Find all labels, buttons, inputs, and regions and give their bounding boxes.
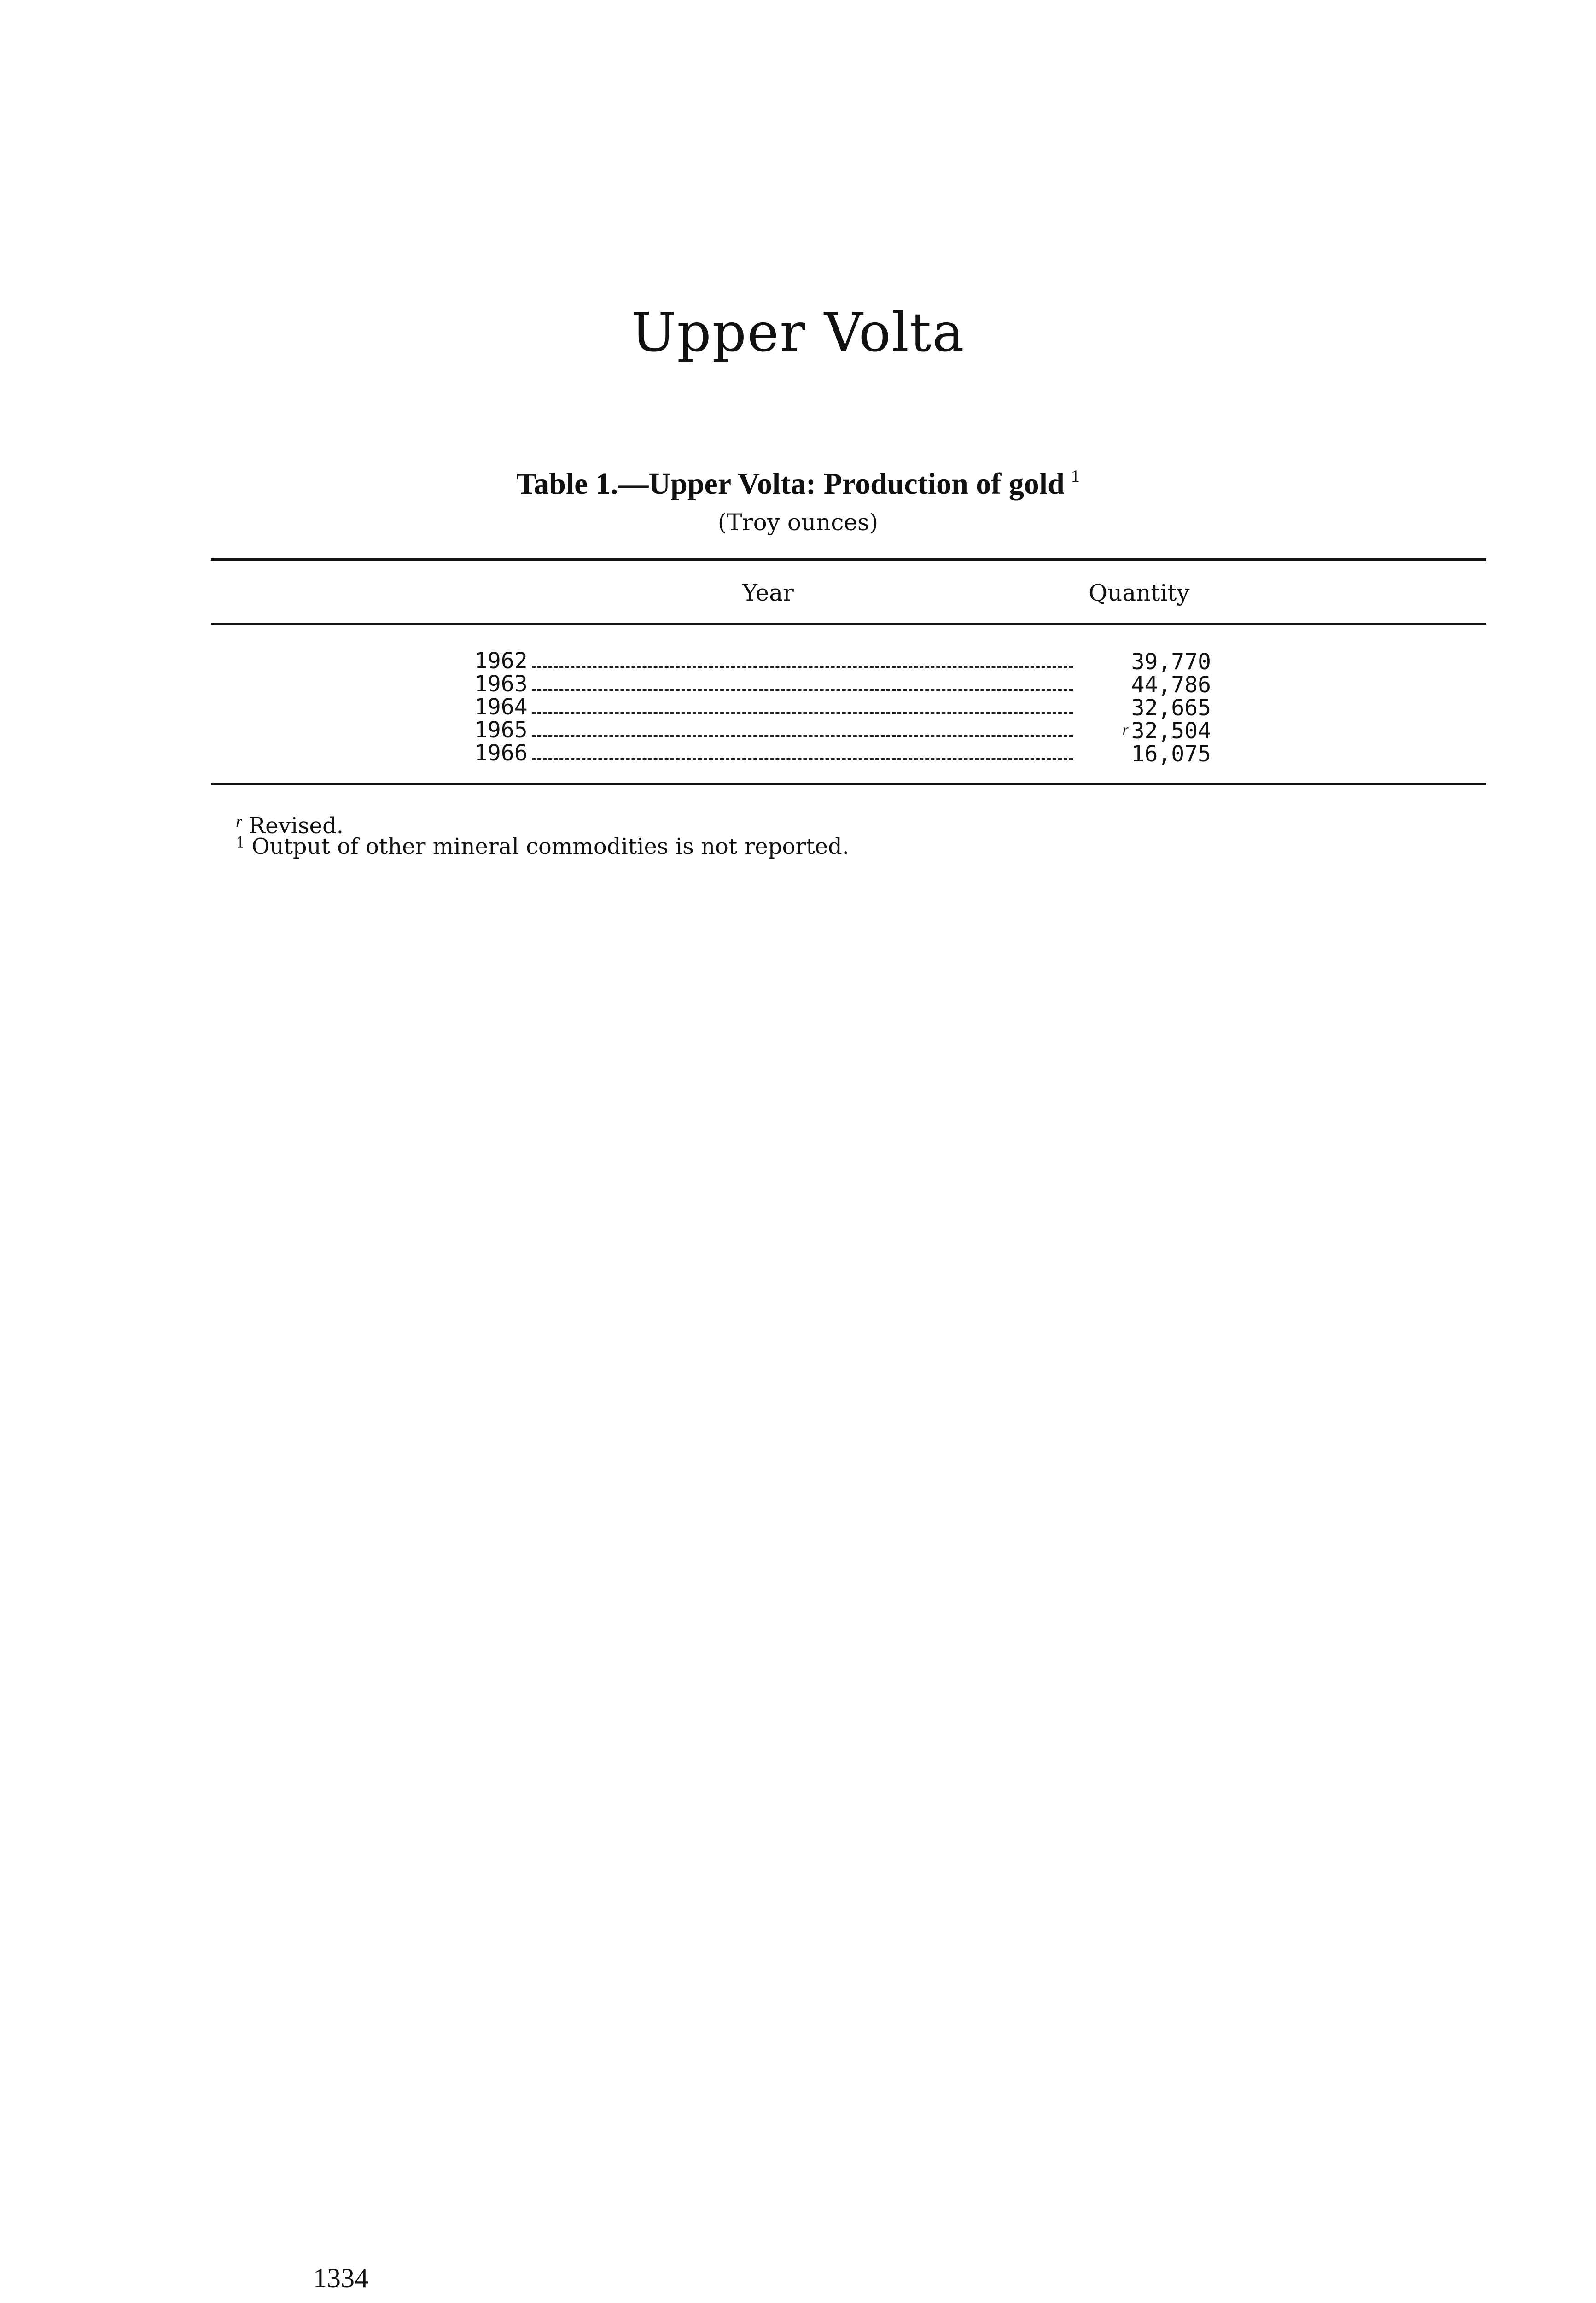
row-quantity [1027,696,1211,719]
row-year: 1964 [474,694,528,720]
row-quantity-value: 32,504 [1131,718,1211,744]
row-quantity-value: 32,665 [1131,695,1211,721]
table-caption-text: Table 1.—Upper Volta: Production of gold [516,467,1065,501]
footnote-text: Output of other mineral commodities is not reported. [251,834,850,859]
row-year: 1965 [474,717,528,743]
table-caption-footnote-mark: 1 [1071,467,1080,486]
dot-leader [532,689,1073,691]
footnote-text: Revised. [249,813,344,839]
row-year: 1966 [474,740,528,766]
table-row [474,648,1211,675]
row-year: 1963 [474,671,528,697]
row-quantity-value: 39,770 [1131,649,1211,675]
row-revised-mark: r [1122,721,1129,738]
footnote-output [236,834,849,859]
dot-leader [532,735,1073,737]
row-quantity [1027,719,1211,742]
table-row [474,742,1211,765]
row-quantity [1027,742,1211,766]
dot-leader [532,666,1073,668]
table-row [474,719,1211,742]
page-title: Upper Volta [631,302,965,364]
dot-leader [532,758,1073,760]
table-header-rule [211,623,1486,625]
column-header-quantity: Quantity [1089,579,1190,606]
table-row [474,672,1211,696]
footnote-mark: 1 [236,834,245,851]
row-quantity-value: 44,786 [1131,672,1211,698]
table-caption [0,466,1596,502]
page-number: 1334 [313,2263,368,2293]
table-units: (Troy ounces) [717,509,879,536]
row-year: 1962 [474,648,528,674]
row-quantity [1027,672,1211,696]
table-top-rule [211,558,1486,561]
row-quantity-value: 16,075 [1131,741,1211,767]
table-row [474,696,1211,719]
dot-leader [532,712,1073,714]
row-quantity [1027,649,1211,673]
table-bottom-rule [211,783,1486,785]
column-header-year: Year [742,579,794,606]
footnote-mark: r [236,812,243,830]
